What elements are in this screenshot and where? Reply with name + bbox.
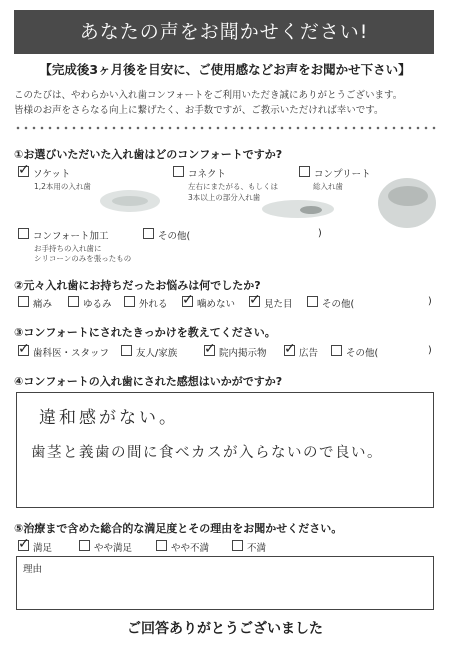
- q5-reason-label: 理由: [23, 564, 43, 575]
- q1-title: ①お選びいただいた入れ歯はどのコンフォートですか?: [14, 148, 283, 161]
- q1-complete-note: 総入れ歯: [313, 182, 343, 191]
- q5-reason-box[interactable]: [16, 556, 434, 610]
- q1-complete-checkbox[interactable]: [299, 166, 310, 177]
- q5-somewhat-dissatisfied-label: やや不満: [171, 543, 210, 554]
- q3-title: ③コンフォートにされたきっかけを教えてください。: [14, 326, 276, 339]
- q2-other-label: その他(: [322, 299, 355, 310]
- q2-pain-checkbox[interactable]: [18, 296, 29, 307]
- q3-advertisement-label: 広告: [299, 348, 319, 359]
- check-icon: ✓: [284, 341, 296, 357]
- check-icon: ✓: [249, 292, 261, 308]
- q1-other-label: その他(: [158, 231, 191, 242]
- q4-answer-line-1: 違和感がない。: [39, 408, 179, 428]
- check-icon: ✓: [204, 341, 216, 357]
- intro-text: [14, 88, 444, 118]
- intro-line-2: 皆様のお声をさらなる向上に繋げたく、お手数ですが、ご教示いただければ幸いです。: [14, 105, 384, 116]
- q1-connect-checkbox[interactable]: [173, 166, 184, 177]
- q2-pain-label: 痛み: [33, 299, 53, 310]
- q5-dissatisfied-checkbox[interactable]: [232, 540, 243, 551]
- q5-satisfied-label: 満足: [33, 543, 53, 554]
- q5-title: ⑤治療まで含めた総合的な満足度とその理由をお聞かせください。: [14, 522, 343, 535]
- check-icon: ✓: [182, 292, 194, 308]
- q2-loose-label: ゆるみ: [83, 299, 112, 310]
- q2-cannot-chew-label: 噛めない: [197, 299, 236, 310]
- q5-somewhat-dissatisfied-checkbox[interactable]: [156, 540, 167, 551]
- q3-other-checkbox[interactable]: [331, 345, 342, 356]
- dotted-divider: [14, 126, 438, 130]
- q2-other-close: ): [428, 296, 432, 307]
- subtitle: 【完成後3ヶ月後を目安に、ご使用感などお声をお聞かせ下さい】: [39, 62, 411, 77]
- q1-comfort-coating-checkbox[interactable]: [18, 228, 29, 239]
- footer-thanks: ご回答ありがとうございました: [127, 621, 323, 637]
- q3-friend-family-checkbox[interactable]: [121, 345, 132, 356]
- q2-falls-out-label: 外れる: [139, 299, 168, 310]
- denture-image-connect-detail: [300, 206, 322, 214]
- q1-socket-label: ソケット: [33, 169, 71, 180]
- q1-other-checkbox[interactable]: [143, 228, 154, 239]
- q3-dentist-staff-label: 歯科医・スタッフ: [33, 348, 110, 359]
- q1-connect-note-1: 左右にまたがる、もしくは: [188, 182, 278, 191]
- q3-other-label: その他(: [346, 348, 379, 359]
- q4-answer-box[interactable]: [16, 392, 434, 508]
- q3-clinic-poster-label: 院内掲示物: [219, 348, 267, 359]
- check-icon: ✓: [18, 341, 30, 357]
- q2-other-checkbox[interactable]: [307, 296, 318, 307]
- q1-comfort-coating-note-1: お手持ちの入れ歯に: [34, 244, 102, 253]
- denture-image-connect: [262, 200, 334, 218]
- q2-title: ②元々入れ歯にお持ちだったお悩みは何でしたか?: [14, 279, 261, 292]
- q1-connect-label: コネクト: [188, 169, 227, 180]
- q1-complete-label: コンプリート: [314, 169, 371, 180]
- q1-socket-note: 1,2本用の入れ歯: [34, 182, 91, 191]
- q5-somewhat-satisfied-checkbox[interactable]: [79, 540, 90, 551]
- denture-image-complete-teeth: [388, 186, 428, 206]
- q5-dissatisfied-label: 不満: [247, 543, 267, 554]
- q3-friend-family-label: 友人/家族: [136, 348, 178, 359]
- q2-falls-out-checkbox[interactable]: [124, 296, 135, 307]
- q5-somewhat-satisfied-label: やや満足: [94, 543, 133, 554]
- q2-loose-checkbox[interactable]: [68, 296, 79, 307]
- q2-appearance-label: 見た目: [264, 299, 293, 310]
- q4-answer-line-2: 歯茎と義歯の間に食べカスが入らないので良い。: [31, 445, 383, 461]
- page-title: あなたの声をお聞かせください!: [14, 10, 434, 54]
- q1-connect-note-2: 3本以上の部分入れ歯: [188, 193, 261, 202]
- q1-comfort-coating-note-2: シリコーンのみを張ったもの: [34, 254, 132, 263]
- check-icon: ✓: [18, 536, 30, 552]
- intro-line-1: このたびは、やわらかい入れ歯コンフォートをご利用いただき誠にありがとうございます。: [14, 90, 403, 101]
- check-icon: ✓: [18, 162, 30, 178]
- q1-comfort-coating-label: コンフォート加工: [33, 231, 109, 242]
- q4-title: ④コンフォートの入れ歯にされた感想はいかがですか?: [14, 375, 283, 388]
- denture-image-socket-detail: [112, 196, 148, 206]
- q3-other-close: ): [428, 345, 432, 356]
- q1-other-close: ): [318, 228, 322, 239]
